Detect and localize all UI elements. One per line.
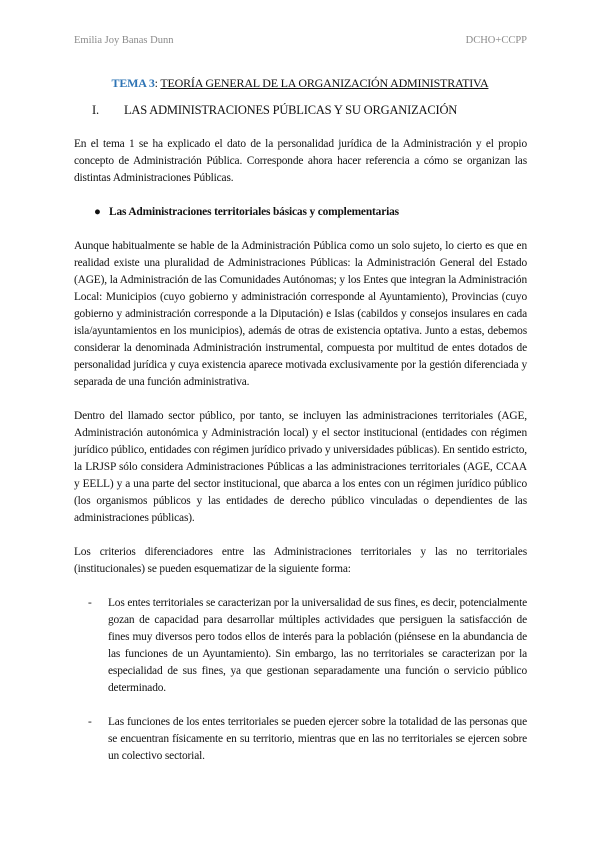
course-code: DCHO+CCPP: [465, 35, 527, 46]
paragraph-plurality: Aunque habitualmente se hable de la Administración Pública como un solo sujeto, lo cierto es que en realidad existe una pluralidad de Administraciones Públicas: la Administración General del Estado (AGE), la Administración de las Comunidades Autónomas; y los Entes que integran la Administración Local: Municipios (cuyo gobierno y administración corresponde al Ayuntamiento), Provincias (cuyo gobierno y administración corresponde a la Diputación) e Islas (cabildos y consejos insulares en cada isla/ayuntamientos en los municipios), además de otras de existencia optativa. Junto a estas, debemos considerar la denominada Administración instrumental, compuesta por multitud de entes dotados de personalidad jurídica y cuya existencia aparece motivada exclusivamente por la gestión diferenciada y separada de una función administrativa.: [74, 240, 527, 388]
paragraph-criteria: Los criterios diferenciadores entre las Administraciones territoriales y las no territoriales (institucionales) se pueden esquematizar de la siguiente forma:: [74, 546, 527, 575]
title-separator: :: [154, 76, 161, 90]
list-item-text: Las funciones de los entes territoriales se pueden ejercer sobre la totalidad de las personas que se encuentran físicamente en su territorio, mientras que en las no territoriales se ejercen sobre un colectivo sectorial.: [108, 716, 527, 762]
bullet-heading-text: Las Administraciones territoriales básicas y complementarias: [109, 206, 399, 218]
paragraph-sector: Dentro del llamado sector público, por tanto, se incluyen las administraciones territoriales (AGE, Administración autonómica y Administración local) y el sector institucional (entidades con régimen jurídico público, entidades con régimen jurídico privado y universidades públicas). En sentido estricto, la LRJSP sólo considera Administraciones Públicas a las administraciones territoriales (AGE, CCAA y EELL) y a una parte del sector institucional, que abarca a los entes con un régimen jurídico público (los organismos públicos y las entidades de derecho público vinculadas o dependientes de las administraciones públicas).: [74, 410, 527, 524]
list-item: [88, 595, 527, 697]
topic-title: TEORÍA GENERAL DE LA ORGANIZACIÓN ADMINISTRATIVA: [160, 76, 489, 90]
topic-number: TEMA 3: [111, 76, 155, 90]
list-item-text: Los entes territoriales se caracterizan por la universalidad de sus fines, es decir, potencialmente gozan de capacidad para desarrollar múltiples actividades que persiguen la satisfacción de fines muy diversos pero todos ellos de interés para la población (piénsese en la abundancia de las funciones de un Ayuntamiento). Sin embargo, las no territoriales se caracterizan por la especialidad de sus fines, ya que gestionan separadamente una función o servicio público determinado.: [108, 597, 527, 694]
list-item: [88, 714, 527, 765]
section-heading: [92, 103, 457, 118]
dash-marker: -: [88, 716, 92, 728]
author-name: Emilia Joy Banas Dunn: [74, 35, 174, 46]
bullet-heading: [94, 204, 527, 221]
bullet-icon: ●: [94, 206, 101, 218]
page-title: [0, 76, 600, 91]
paragraph-intro: En el tema 1 se ha explicado el dato de la personalidad jurídica de la Administración y el propio concepto de Administración Pública. Corresponde ahora hacer referencia a cómo se organizan las distintas Administraciones Públicas.: [74, 138, 527, 184]
dash-marker: -: [88, 597, 92, 609]
page-header: [74, 35, 527, 46]
document-body: [74, 136, 527, 782]
section-number: I.: [92, 103, 99, 117]
section-title: LAS ADMINISTRACIONES PÚBLICAS Y SU ORGANIZACIÓN: [124, 103, 458, 117]
